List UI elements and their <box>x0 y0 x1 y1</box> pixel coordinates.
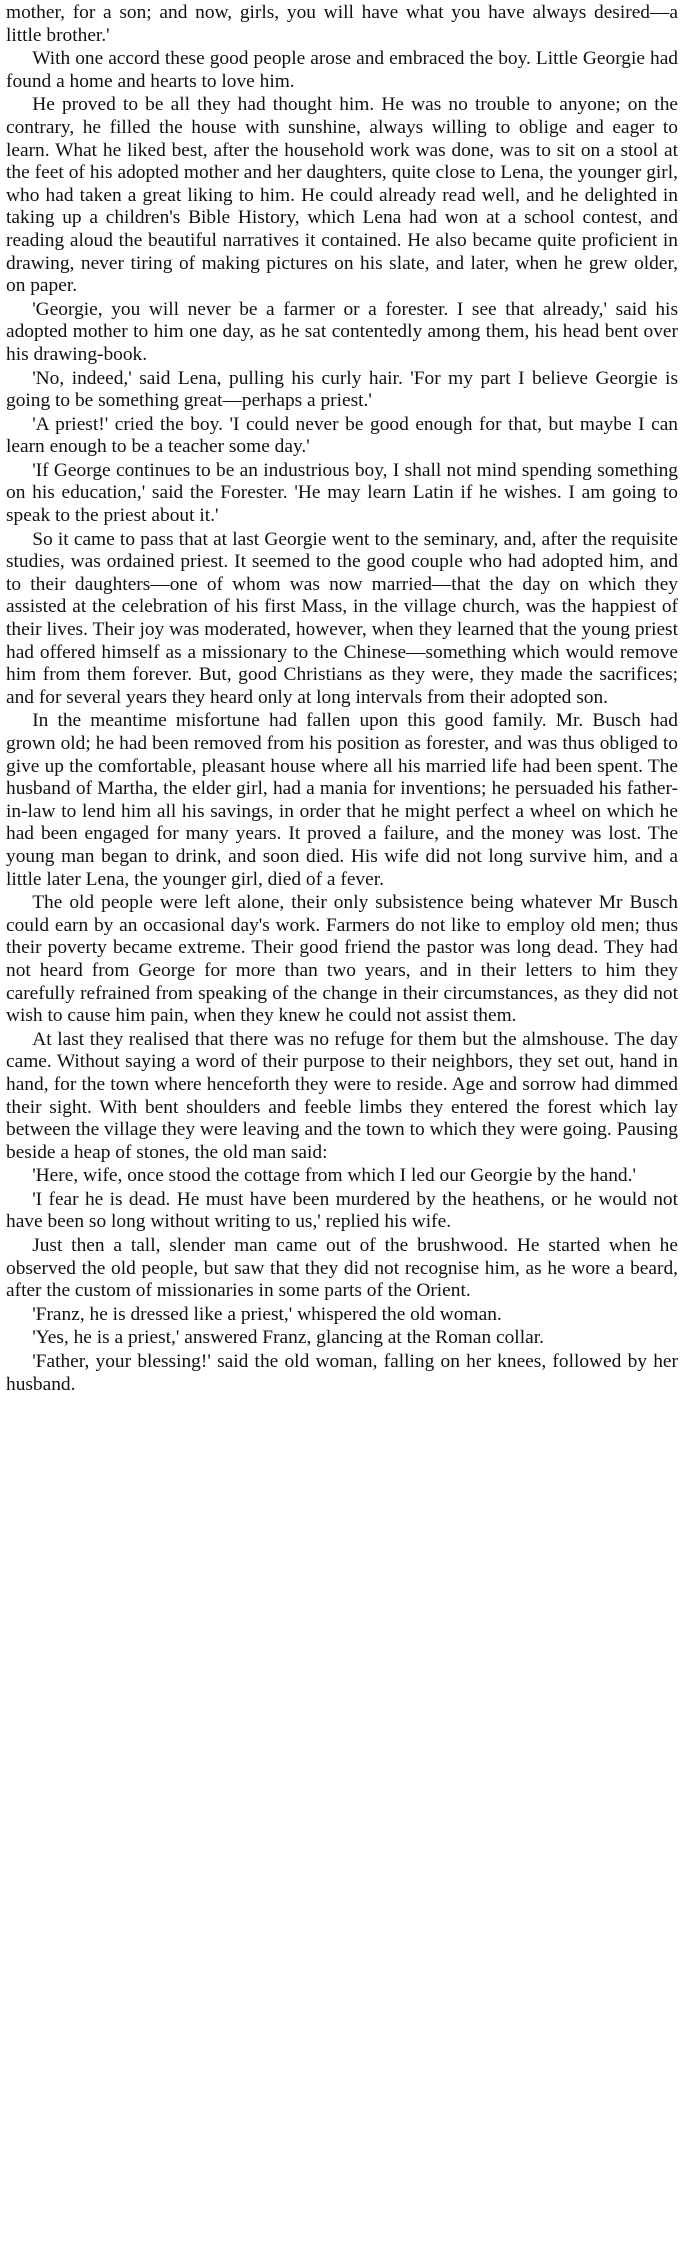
paragraph-16: 'Yes, he is a priest,' answered Franz, glancing at the Roman collar. <box>32 1327 544 1349</box>
paragraph-2: With one accord these good people arose and embraced the boy. Little Georgie had found a home and hearts to love him. <box>6 48 678 92</box>
paragraph-1: mother, for a son; and now, girls, you will have what you have always desired—a little brother.' <box>6 2 678 46</box>
paragraph-11: At last they realised that there was no refuge for them but the almshouse. The day came. Without saying a word of their purpose to their neighbors, they set out, hand in hand, for the town where henceforth they were to reside. Age and sorrow had dimmed their sight. With bent shoulders and feeble limbs they entered the forest which lay between the village they were leaving and the town to which they were going. Pausing beside a heap of stones, the old man said: <box>6 1028 678 1163</box>
paragraph-4: 'Georgie, you will never be a farmer or a forester. I see that already,' said his adopted mother to him one day, as he sat contentedly among them, his head bent over his drawing-book. <box>6 298 678 365</box>
paragraph-15: 'Franz, he is dressed like a priest,' whispered the old woman. <box>32 1303 502 1325</box>
paragraph-13: 'I fear he is dead. He must have been murdered by the heathens, or he would not have been so long without writing to us,' replied his wife. <box>6 1188 678 1233</box>
paragraph-14: Just then a tall, slender man came out of the brushwood. He started when he observed the old people, but saw that they did not recognise him, as he wore a beard, after the custom of missionaries in some parts of the Orient. <box>6 1235 678 1302</box>
paragraph-10: The old people were left alone, their only subsistence being whatever Mr Busch could earn by an occasional day's work. Farmers do not like to employ old men; thus their poverty became extreme. Their good friend the pastor was long dead. They had not heard from George for more than two years, and in their letters to him they carefully refrained from speaking of the change in their circumstances, as they did not wish to cause him pain, when they knew he could not assist them. <box>6 892 678 1027</box>
paragraph-17: 'Father, your blessing!' said the old woman, falling on her knees, followed by her husband. <box>6 1351 678 1395</box>
paragraph-8: So it came to pass that at last Georgie went to the seminary, and, after the requisite studies, was ordained priest. It seemed to the good couple who had adopted him, and to their daughters—one of whom was now married—that the day on which they assisted at the celebration of his first Mass, in the village church, was the happiest of their lives. Their joy was moderated, however, when they learned that the young priest had offered himself as a missionary to the Chinese—something which would remove him from them forever. But, good Christians as they were, they made the sacrifices; and for several years they heard only at long intervals from their adopted son. <box>6 528 678 708</box>
paragraph-3: He proved to be all they had thought him. He was no trouble to anyone; on the contrary, he filled the house with sunshine, always willing to oblige and eager to learn. What he liked best, after the household work was done, was to sit on a stool at the feet of his adopted mother and her daughters, quite close to Lena, the younger girl, who had taken a great liking to him. He could already read well, and he delighted in taking up a children's Bible History, which Lena had won at a school contest, and reading aloud the beautiful narratives it contained. He also became quite proficient in drawing, never tiring of making pictures on his slate, and later, when he grew older, on paper. <box>6 94 678 297</box>
paragraph-12: 'Here, wife, once stood the cottage from which I led our Georgie by the hand.' <box>32 1165 636 1187</box>
paragraph-5: 'No, indeed,' said Lena, pulling his curly hair. 'For my part I believe Georgie is going to be something great—perhaps a priest.' <box>6 367 678 412</box>
paragraph-7: 'If George continues to be an industrious boy, I shall not mind spending something on his education,' said the Forester. 'He may learn Latin if he wishes. I am going to speak to the priest about it.' <box>6 459 678 527</box>
paragraph-9: In the meantime misfortune had fallen upon this good family. Mr. Busch had grown old; he had been removed from his position as forester, and was thus obliged to give up the comfortable, pleasant house where all his married life had been spent. The husband of Martha, the elder girl, had a mania for inventions; he persuaded his father-in-law to lend him all his savings, in order that he might perfect a wheel on which he had been engaged for many years. It proved a failure, and the money was lost. The young man began to drink, and soon died. His wife did not long survive him, and a little later Lena, the younger girl, died of a fever. <box>6 710 678 890</box>
paragraph-6: 'A priest!' cried the boy. 'I could never be good enough for that, but maybe I can learn enough to be a teacher some day.' <box>6 413 678 458</box>
